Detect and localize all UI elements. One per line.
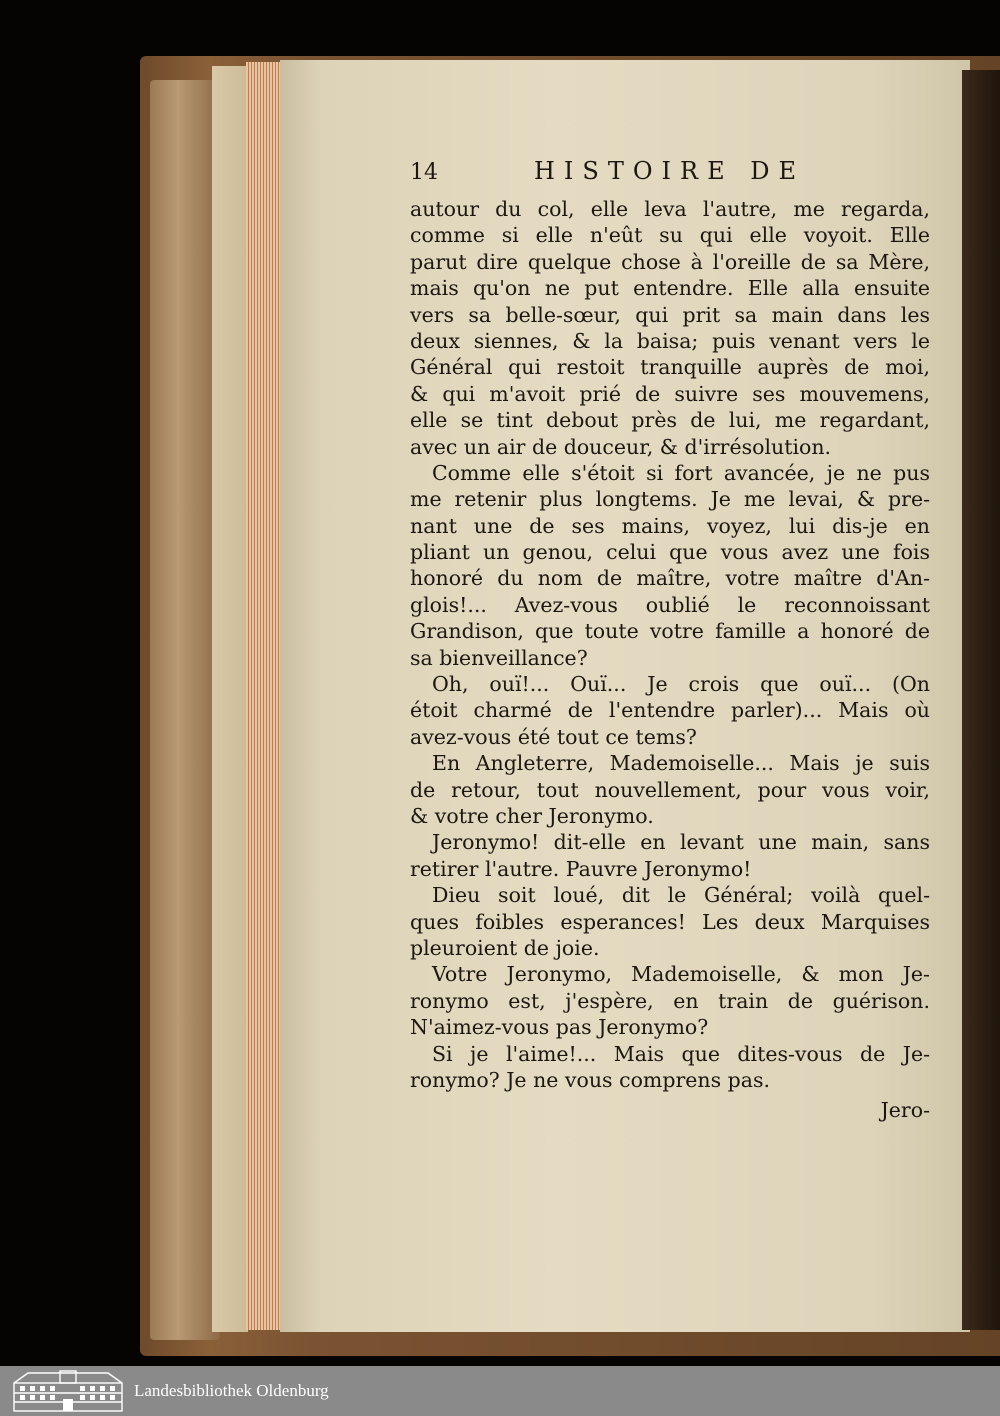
text-line: Jeronymo! dit-elle en levant une main, sans (432, 830, 930, 855)
text-line: Oh, ouï!... Ouï... Je crois que ouï... (On (432, 672, 930, 697)
text-line: comme si elle n'eût su qui elle voyoit. Elle (410, 223, 930, 248)
library-building-icon (8, 1369, 128, 1413)
text-line: Général qui restoit tranquille auprès de moi, (410, 355, 930, 380)
text-line: elle se tint debout près de lui, me regardant, (410, 408, 930, 433)
text-line: Votre Jeronymo, Mademoiselle, & mon Je- (432, 962, 930, 987)
cover-board (150, 80, 220, 1340)
text-line: deux siennes, & la baisa; puis venant vers le (410, 328, 930, 353)
text-line: ques foibles esperances! Les deux Marquises (410, 909, 930, 934)
text-line: nant une de ses mains, voyez, lui dis-je en (410, 513, 930, 538)
text-line: Dieu soit loué, dit le Général; voilà quel- (432, 883, 930, 908)
text-line: ronymo? Je ne vous comprens pas. (410, 1067, 771, 1092)
library-name: Landesbibliothek Oldenburg (134, 1381, 329, 1400)
page-text-block (410, 158, 930, 1123)
text-line: pleuroient de joie. (410, 935, 600, 960)
page-number: 14 (410, 160, 438, 185)
text-line: honoré du nom de maître, votre maître d'An- (410, 566, 930, 591)
body-text (410, 196, 930, 1093)
text-line: En Angleterre, Mademoiselle... Mais je suis (432, 751, 930, 776)
text-line: autour du col, elle leva l'autre, me regarda, (410, 197, 930, 221)
text-line: avez-vous été tout ce tems? (410, 724, 697, 749)
text-line: N'aimez-vous pas Jeronymo? (410, 1015, 709, 1040)
text-line: sa bienveillance? (410, 645, 588, 670)
running-title: HISTOIRE DE (534, 157, 805, 185)
text-line: ronymo est, j'espère, en train de guérison. (410, 988, 930, 1013)
text-line: retirer l'autre. Pauvre Jeronymo! (410, 856, 752, 881)
text-line: Comme elle s'étoit si fort avancée, je ne pus (432, 460, 930, 485)
text-line: vers sa belle-sœur, qui prit sa main dans les (410, 302, 930, 327)
text-line: avec un air de douceur, & d'irrésolution. (410, 434, 832, 459)
text-line: Grandison, que toute votre famille a honoré de (410, 619, 930, 644)
text-line: glois!... Avez-vous oublié le reconnoissant (410, 592, 930, 617)
flyleaf (212, 66, 248, 1332)
text-line: me retenir plus longtems. Je me levai, & pre- (410, 487, 930, 512)
facing-page-edge (962, 70, 1000, 1330)
text-line: parut dire quelque chose à l'oreille de sa Mère, (410, 249, 930, 274)
page-header (410, 158, 930, 194)
text-line: mais qu'on ne put entendre. Elle alla ensuite (410, 276, 930, 301)
page-edges (246, 62, 282, 1330)
text-line: Si je l'aime!... Mais que dites-vous de Je- (432, 1041, 930, 1066)
catchword: Jero- (880, 1098, 930, 1123)
footer-bar (0, 1366, 1000, 1416)
text-line: & votre cher Jeronymo. (410, 803, 654, 828)
text-line: pliant un genou, celui que vous avez une fois (410, 540, 930, 565)
text-line: de retour, tout nouvellement, pour vous voir, (410, 777, 930, 802)
text-line: & qui m'avoit prié de suivre ses mouvemens, (410, 381, 930, 406)
text-line: étoit charmé de l'entendre parler)... Mais où (410, 698, 930, 723)
